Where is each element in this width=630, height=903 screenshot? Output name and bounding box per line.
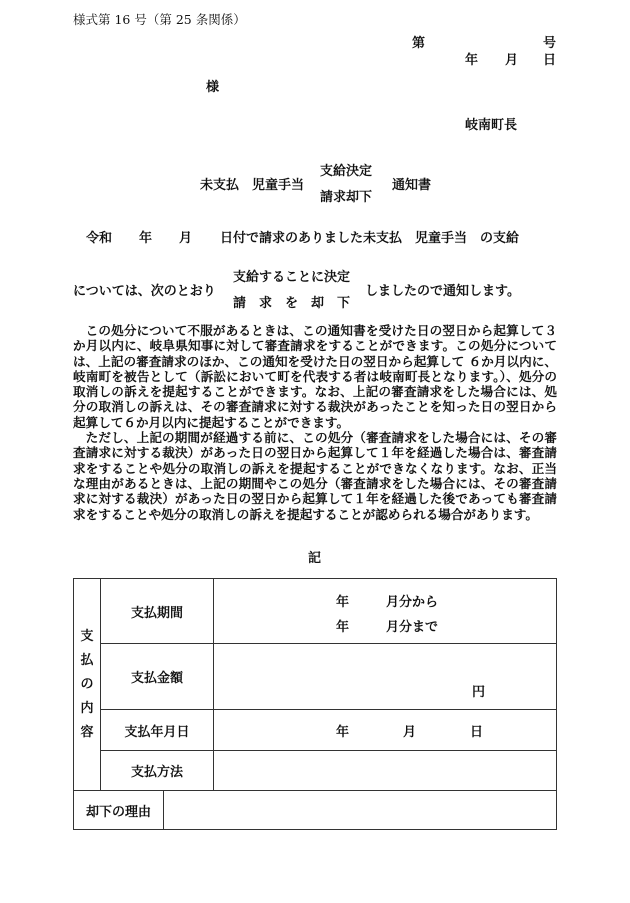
payment-date-month: 月 (403, 725, 417, 740)
document-number-prefix: 第 (412, 36, 426, 51)
period-to-year: 年 (336, 620, 350, 635)
line2-prefix: については、次のとおり (73, 284, 216, 299)
line1-text: 日付で請求のありました未支払 児童手当 の支給 (220, 231, 520, 246)
payment-contents-group-label (74, 579, 101, 791)
line2-option-decision: 支給することに決定 (233, 270, 351, 285)
appeal-notice-paragraph-1: この処分について不服があるときは、この通知書を受けた日の翌日から起算して３か月以内に、岐阜県知事に対して審査請求をすることができます。この処分については、上記の審査請求のほか、この通知を受けた日の翌日から起算して ６か月以内に、岐南町を被告として（訴訟において町を代表する者は岐南町長となります。）、処分の取消しの訴えを提起することができます。なお、上記の審査請求をした場合には、処分の取消しの訴えは、その審査請求に対する裁決があったことを知った日の翌日から起算して６か月以内に提起することができます。 (73, 323, 557, 430)
title-prefix: 未支払 児童手当 (200, 178, 305, 193)
payment-date-day: 日 (470, 725, 484, 740)
issuer-name: 岐南町長 (465, 118, 518, 133)
group-char: 払 (80, 652, 94, 668)
line1-year: 年 (139, 231, 153, 246)
line1-reiwa: 令和 (86, 231, 113, 246)
addressee-suffix: 様 (206, 80, 220, 95)
issue-date-day: 日 (543, 53, 557, 68)
payment-details-table (73, 578, 557, 830)
payment-method-value[interactable] (214, 751, 557, 791)
amount-unit: 円 (472, 685, 486, 700)
form-number: 様式第 16 号（第 25 条関係） (73, 12, 246, 27)
issue-date-month: 月 (505, 53, 519, 68)
issue-date-year: 年 (465, 53, 479, 68)
appeal-notice-paragraph-2: ただし、上記の期間が経過する前に、この処分（審査請求をした場合には、その審査請求に対する裁決）があった日の翌日から起算して１年を経過した場合は、審査請求をすることや処分の取消しの訴えを提起することができなくなります。なお、正当な理由があるときは、上記の期間やこの処分（審査請求をした場合には、その審査請求に対する裁決）があった日の翌日から起算して１年を経過した後であっても審査請求をすることや処分の取消しの訴えを提起することが認められる場合があります。 (73, 430, 557, 522)
group-char: 容 (80, 724, 94, 740)
payment-method-label: 支払方法 (101, 751, 214, 791)
payment-period-value[interactable] (214, 579, 557, 644)
payment-amount-label: 支払金額 (101, 644, 214, 710)
title-option-rejection: 請求却下 (320, 190, 373, 205)
group-char: 内 (80, 700, 94, 716)
line2-suffix: しましたので通知します。 (365, 284, 520, 299)
title-option-decision: 支給決定 (320, 164, 373, 179)
payment-amount-value[interactable] (214, 644, 557, 710)
line2-option-rejection: 請 求 を 却 下 (233, 296, 351, 311)
appeal-notice (73, 323, 557, 522)
period-to-month: 月分まで (386, 620, 439, 635)
payment-period-label: 支払期間 (101, 579, 214, 644)
rejection-reason-value[interactable] (164, 791, 556, 829)
record-heading: 記 (308, 551, 322, 566)
payment-date-year: 年 (336, 725, 350, 740)
period-from-month: 月分から (386, 595, 439, 610)
group-char: の (80, 676, 94, 692)
line1-month: 月 (179, 231, 193, 246)
document-number-suffix: 号 (543, 36, 557, 51)
rejection-reason-row (74, 791, 557, 830)
title-suffix: 通知書 (392, 178, 432, 193)
payment-date-value[interactable] (214, 710, 557, 751)
rejection-reason-label: 却下の理由 (74, 791, 164, 829)
period-from-year: 年 (336, 595, 350, 610)
payment-date-label: 支払年月日 (101, 710, 214, 751)
group-char: 支 (80, 628, 94, 644)
